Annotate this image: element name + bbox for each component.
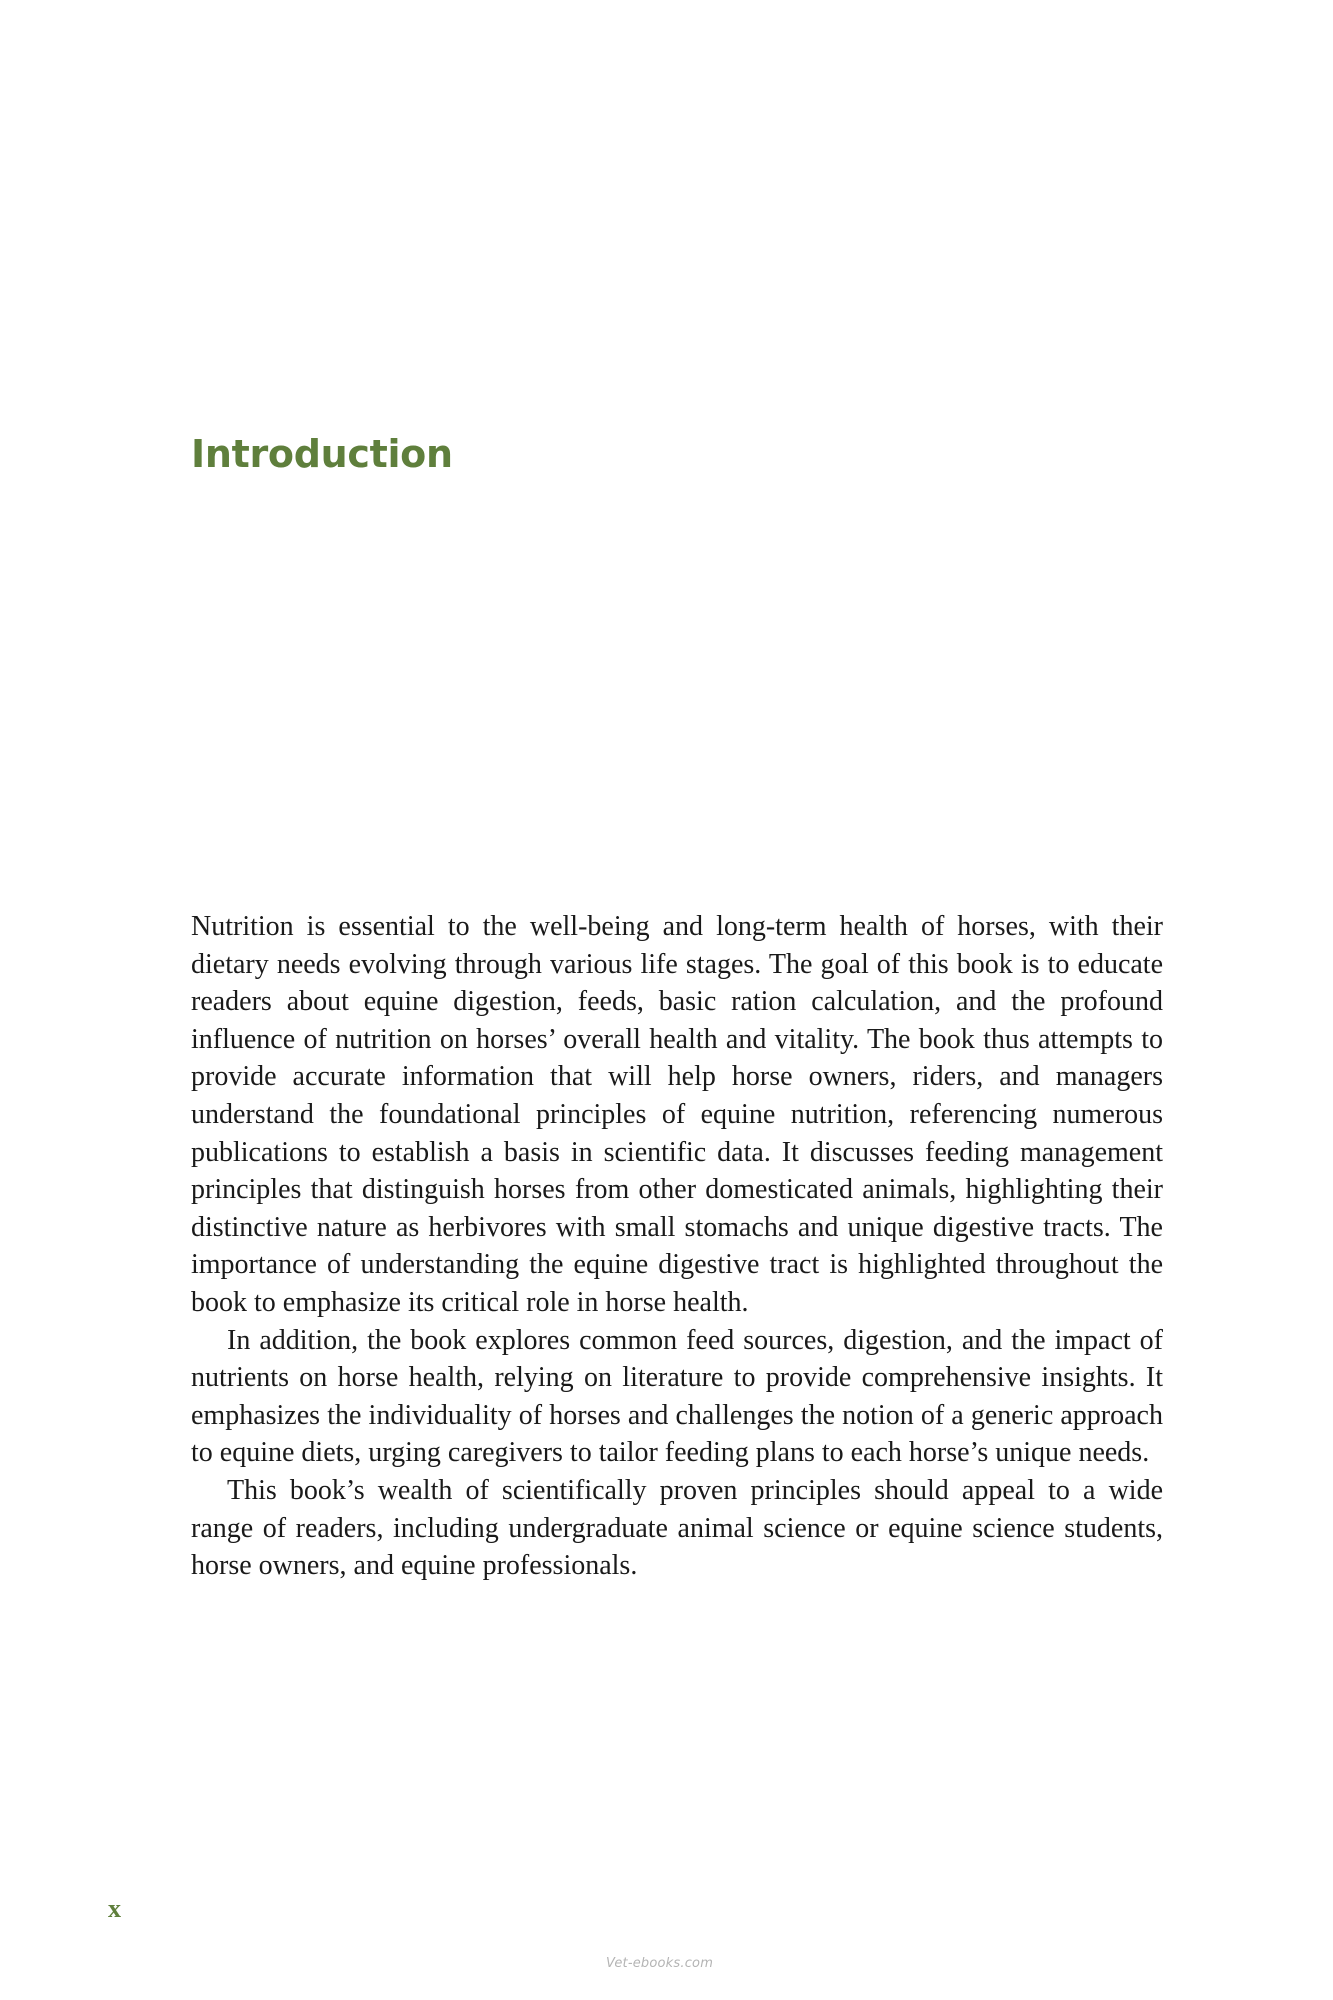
paragraph-3: This book’s wealth of scientifically proven principles should appeal to a wide range of readers, including undergraduate animal science or equine science students, horse owners, and equine professionals. <box>191 1474 1163 1582</box>
paragraph-1: Nutrition is essential to the well-being and long-term health of horses, with their dietary needs evolving through various life stages. The goal of this book is to educate readers about equine digestion, feeds, basic ration calculation, and the profound influence of nutrition on horses’ overall health and vitality. The book thus attempts to provide accurate information that will help horse owners, riders, and managers understand the foundational principles of equine nutrition, referencing numerous publications to establish a basis in scientific data. It discusses feeding management principles that distinguish horses from other domesticated animals, highlighting their distinctive nature as herbivores with small stomachs and unique digestive tracts. The importance of understanding the equine digestive tract is highlighted throughout the book to emphasize its critical role in horse health. <box>191 911 1163 1318</box>
paragraph-2: In addition, the book explores common feed sources, digestion, and the impact of nutrients on horse health, relying on literature to provide comprehensive insights. It emphasizes the individuality of horses and challenges the notion of a generic approach to equine diets, urging caregivers to tailor feeding plans to each horse’s unique needs. <box>191 1324 1163 1469</box>
body-text <box>191 908 1163 1585</box>
page-number: x <box>108 1894 121 1923</box>
chapter-title: Introduction <box>191 432 453 476</box>
watermark: Vet-ebooks.com <box>606 1956 714 1971</box>
